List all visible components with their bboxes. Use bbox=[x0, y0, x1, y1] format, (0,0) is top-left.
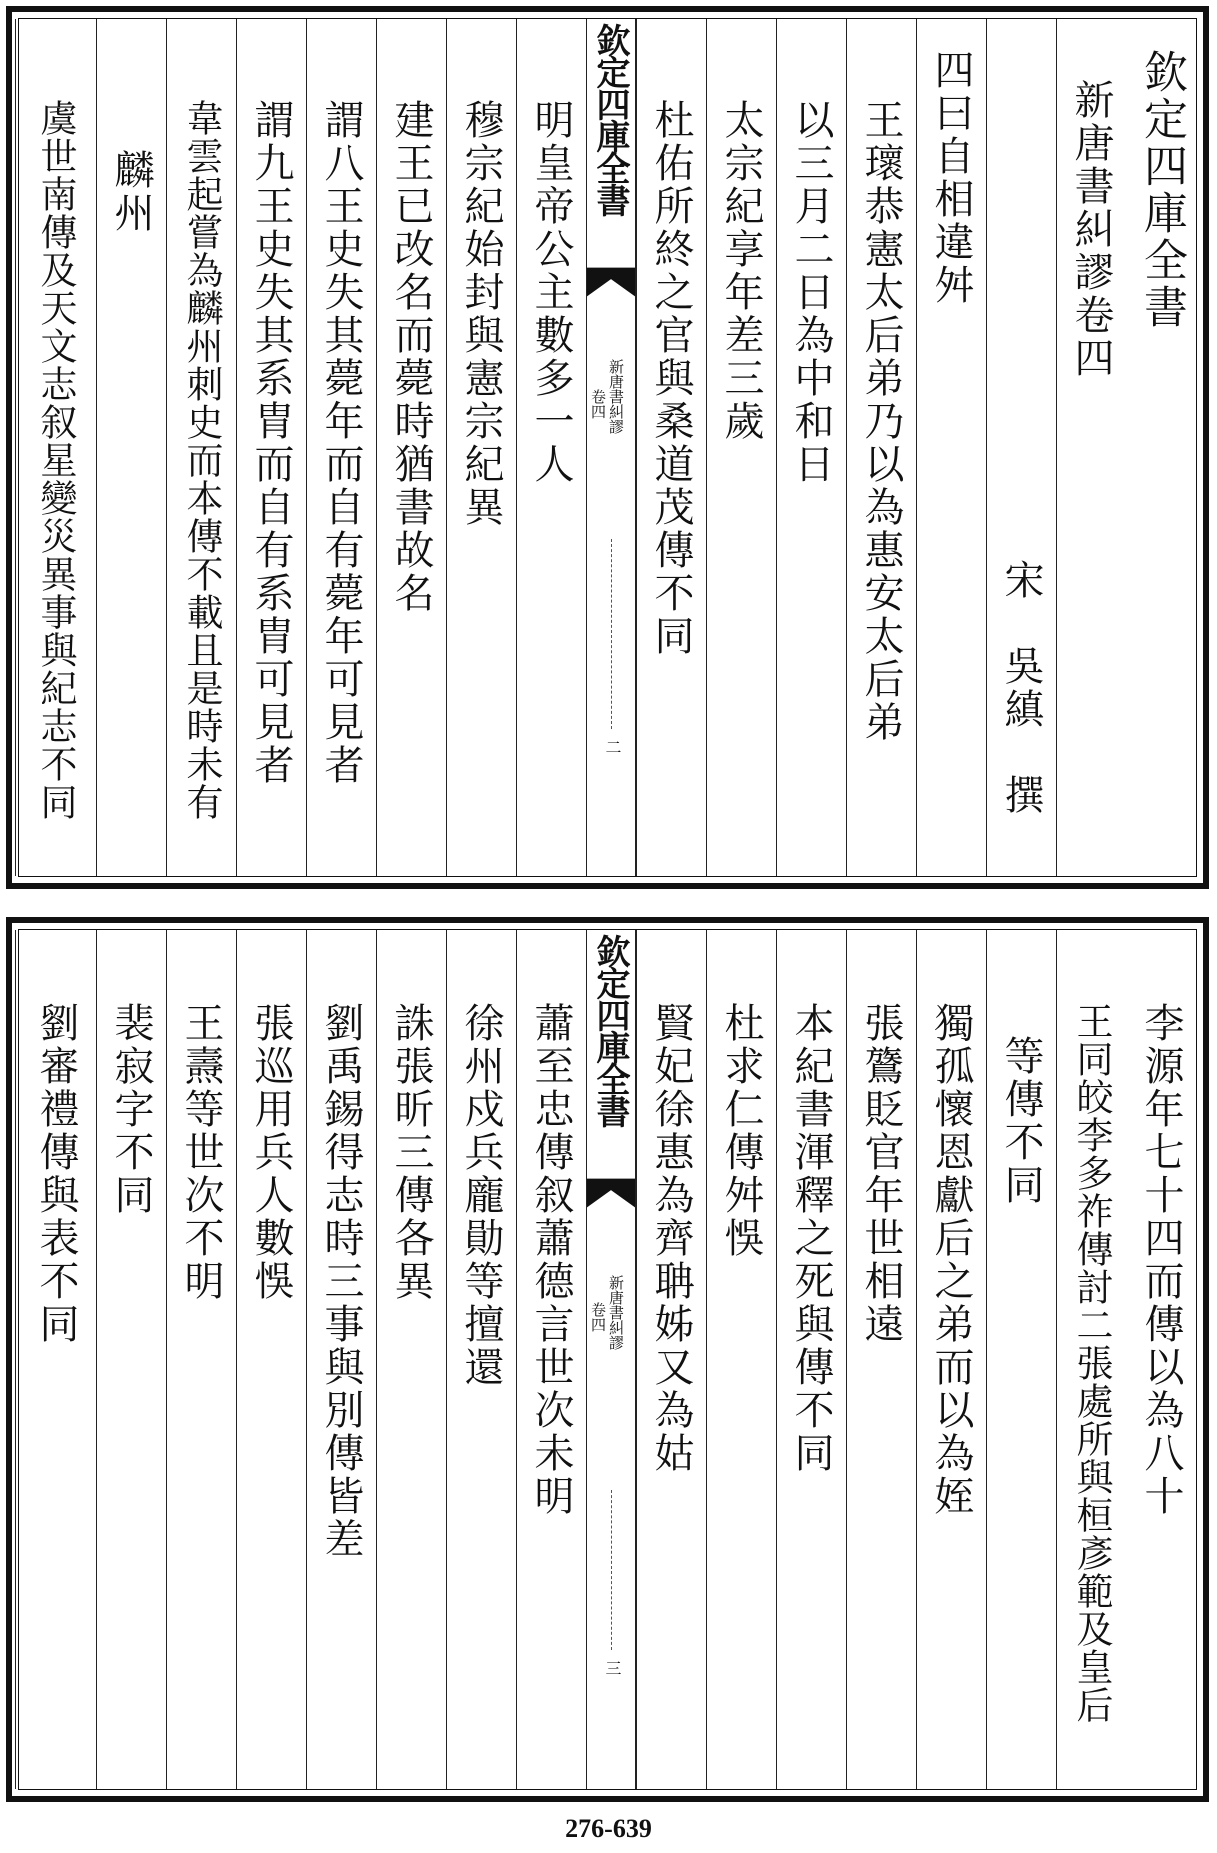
chapter-title: 新唐書糾謬卷四 bbox=[1068, 79, 1114, 380]
column bbox=[236, 930, 306, 1789]
text-column: 虞世南傳及天文志叙星變災異事與紀志不同 bbox=[34, 99, 77, 821]
section-heading: 四曰自相違舛 bbox=[928, 49, 974, 307]
text-column: 王同皎李多祚傳討二張處所與桓彥範及皇后 bbox=[1070, 1002, 1113, 1724]
text-column: 張巡用兵人數悞 bbox=[248, 1002, 294, 1303]
column bbox=[776, 19, 846, 876]
text-column: 張鷟貶官年世相遠 bbox=[858, 1002, 904, 1346]
top-page-frame bbox=[18, 18, 1197, 877]
text-column: 穆宗紀始封與憲宗紀異 bbox=[458, 99, 504, 529]
spine-volume: 卷四 bbox=[589, 389, 607, 419]
text-column: 謂八王史失其薨年而自有薨年可見者 bbox=[318, 99, 364, 787]
text-column: 賢妃徐惠為齊聃姊又為姑 bbox=[648, 1002, 694, 1475]
column bbox=[1056, 19, 1126, 876]
center-spine bbox=[586, 19, 636, 876]
center-spine bbox=[586, 930, 636, 1789]
text-column: 等傳不同 bbox=[998, 1035, 1044, 1207]
column bbox=[306, 19, 376, 876]
column bbox=[446, 930, 516, 1789]
column bbox=[706, 930, 776, 1789]
column bbox=[706, 19, 776, 876]
spine-header: 欽定四庫全書 bbox=[590, 23, 630, 215]
column bbox=[15, 930, 96, 1789]
collection-title: 欽定四庫全書 bbox=[1136, 49, 1187, 331]
text-column: 蕭至忠傳叙蕭德言世次未明 bbox=[528, 1002, 574, 1518]
text-column: 王瓌恭憲太后弟乃以為惠安太后弟 bbox=[858, 99, 904, 744]
text-column: 王燾等世次不明 bbox=[178, 1002, 224, 1303]
top-page bbox=[6, 6, 1209, 889]
text-column: 以三月二日為中和日 bbox=[788, 99, 834, 486]
text-column: 本紀書渾釋之死與傳不同 bbox=[788, 1002, 834, 1475]
spine-header: 欽定四庫全書 bbox=[590, 934, 630, 1126]
fish-tail-mark bbox=[587, 267, 635, 297]
column bbox=[1126, 19, 1196, 876]
spine-volume: 卷四 bbox=[589, 1302, 607, 1332]
column bbox=[846, 930, 916, 1789]
text-column: 杜求仁傳舛悞 bbox=[718, 1002, 764, 1260]
column bbox=[446, 19, 516, 876]
column bbox=[306, 930, 376, 1789]
text-column: 劉禹錫得志時三事與別傳皆差 bbox=[318, 1002, 364, 1561]
bottom-page-frame bbox=[18, 929, 1197, 1790]
column bbox=[916, 19, 986, 876]
text-column: 建王已改名而薨時猶書故名 bbox=[388, 99, 434, 615]
text-column: 誅張昕三傳各異 bbox=[388, 1002, 434, 1303]
text-column: 杜佑所終之官與桑道茂傳不同 bbox=[648, 99, 694, 658]
text-column: 謂九王史失其系胄而自有系胄可見者 bbox=[248, 99, 294, 787]
bottom-page bbox=[6, 917, 1209, 1802]
spine-divider bbox=[611, 1490, 612, 1650]
column bbox=[636, 930, 706, 1789]
column bbox=[986, 930, 1056, 1789]
text-column: 太宗紀享年差三歲 bbox=[718, 99, 764, 443]
spine-leaf-number: 三 bbox=[603, 1660, 622, 1676]
page-number: 276-639 bbox=[565, 1814, 652, 1843]
text-column: 劉審禮傳與表不同 bbox=[33, 1002, 79, 1346]
text-column: 徐州戍兵龐勛等擅還 bbox=[458, 1002, 504, 1389]
text-column: 裴寂字不同 bbox=[108, 1002, 154, 1217]
column bbox=[636, 19, 706, 876]
column bbox=[1056, 930, 1126, 1789]
column bbox=[1126, 930, 1196, 1789]
column bbox=[166, 930, 236, 1789]
fish-tail-mark bbox=[587, 1178, 635, 1208]
column bbox=[846, 19, 916, 876]
column bbox=[96, 19, 166, 876]
text-column: 獨孤懷恩獻后之弟而以為姪 bbox=[928, 1002, 974, 1518]
column bbox=[916, 930, 986, 1789]
text-column: 韋雲起嘗為麟州刺史而本傳不載且是時未有 bbox=[180, 99, 223, 821]
column bbox=[516, 19, 586, 876]
column bbox=[96, 930, 166, 1789]
text-column: 李源年七十四而傳以為八十 bbox=[1138, 1002, 1184, 1518]
column bbox=[166, 19, 236, 876]
column bbox=[986, 19, 1056, 876]
column bbox=[376, 19, 446, 876]
spine-leaf-number: 二 bbox=[603, 739, 622, 755]
column bbox=[236, 19, 306, 876]
text-column: 明皇帝公主數多一人 bbox=[528, 99, 574, 486]
column bbox=[516, 930, 586, 1789]
column bbox=[376, 930, 446, 1789]
spine-divider bbox=[611, 539, 612, 729]
author-line: 宋 吳縝 撰 bbox=[998, 559, 1044, 817]
spine-book-title: 新唐書糾謬 bbox=[607, 1275, 625, 1350]
column bbox=[15, 19, 96, 876]
spine-book-title: 新唐書糾謬 bbox=[607, 359, 625, 434]
text-column: 麟州 bbox=[108, 149, 154, 235]
column bbox=[776, 930, 846, 1789]
